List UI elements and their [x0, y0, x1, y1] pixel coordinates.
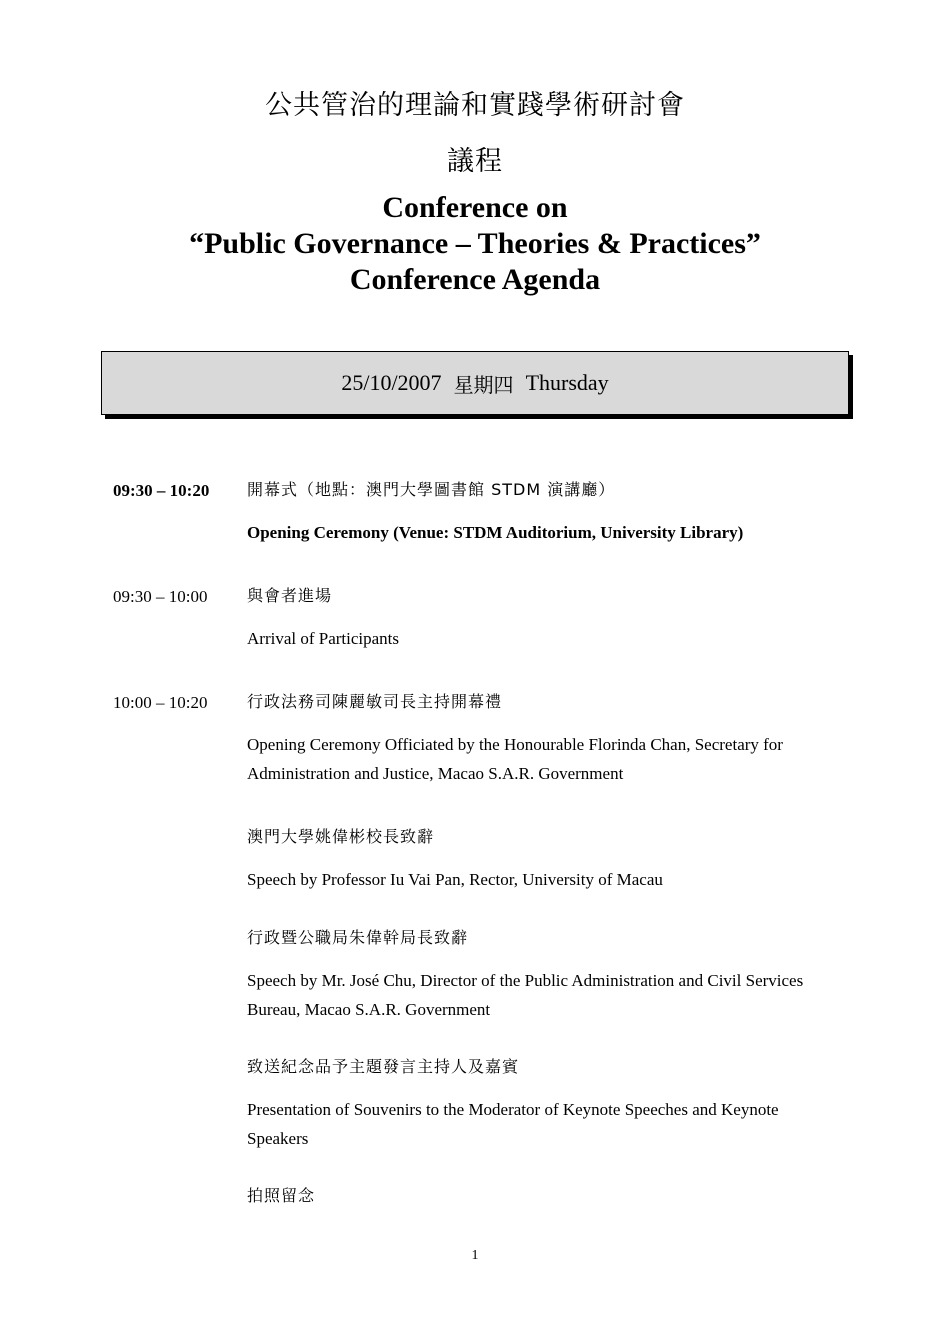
title-line-3: Conference Agenda — [349, 263, 601, 296]
session-title-zh-opening: 開幕式（地點：澳門大學圖書館 STDM 演講廳） — [247, 480, 616, 499]
title-line-1: Conference on — [382, 191, 568, 224]
session-title-zh-arrival: 與會者進場 — [247, 586, 333, 605]
date-value: 25/10/2007 — [341, 370, 442, 395]
session-title-zh-ceremony: 行政法務司陳麗敏司長主持開幕禮 — [247, 692, 503, 711]
item-zh-photo: 拍照留念 — [247, 1186, 316, 1205]
session-title-en-ceremony: Opening Ceremony Officiated by the Honourable Florinda Chan, Secretary for Administration and Justice, Macao S.A.R. Government — [247, 735, 783, 783]
page-number: 1 — [471, 1248, 479, 1263]
session-title-en-opening: Opening Ceremony (Venue: STDM Auditorium, University Library) — [247, 523, 744, 542]
session-title-en-arrival: Arrival of Participants — [247, 629, 400, 648]
item-en-rector-speech: Speech by Professor Iu Vai Pan, Rector, University of Macau — [247, 870, 663, 889]
weekday-chinese: 星期四 — [453, 372, 514, 397]
item-en-director-speech: Speech by Mr. José Chu, Director of the Public Administration and Civil Services Bureau, Macao S.A.R. Government — [247, 971, 804, 1019]
title-line-2: “Public Governance – Theories & Practices” — [189, 227, 761, 260]
session-time-arrival: 09:30 – 10:00 — [113, 587, 208, 606]
item-zh-souvenirs: 致送紀念品予主題發言主持人及嘉賓 — [247, 1057, 520, 1076]
item-zh-director-speech: 行政暨公職局朱偉幹局長致辭 — [247, 928, 469, 947]
page-title-chinese: 公共管治的理論和實踐學術研討會 — [265, 90, 685, 121]
agenda-title-chinese: 議程 — [447, 146, 503, 177]
session-time-opening: 09:30 – 10:20 — [113, 481, 210, 500]
item-zh-rector-speech: 澳門大學姚偉彬校長致辭 — [247, 827, 435, 846]
item-en-souvenirs: Presentation of Souvenirs to the Moderator of Keynote Speeches and Keynote Speakers — [247, 1100, 779, 1148]
weekday-english: Thursday — [525, 370, 609, 395]
session-time-ceremony: 10:00 – 10:20 — [113, 693, 208, 712]
page-title-english — [0, 190, 950, 298]
date-banner — [101, 351, 849, 415]
